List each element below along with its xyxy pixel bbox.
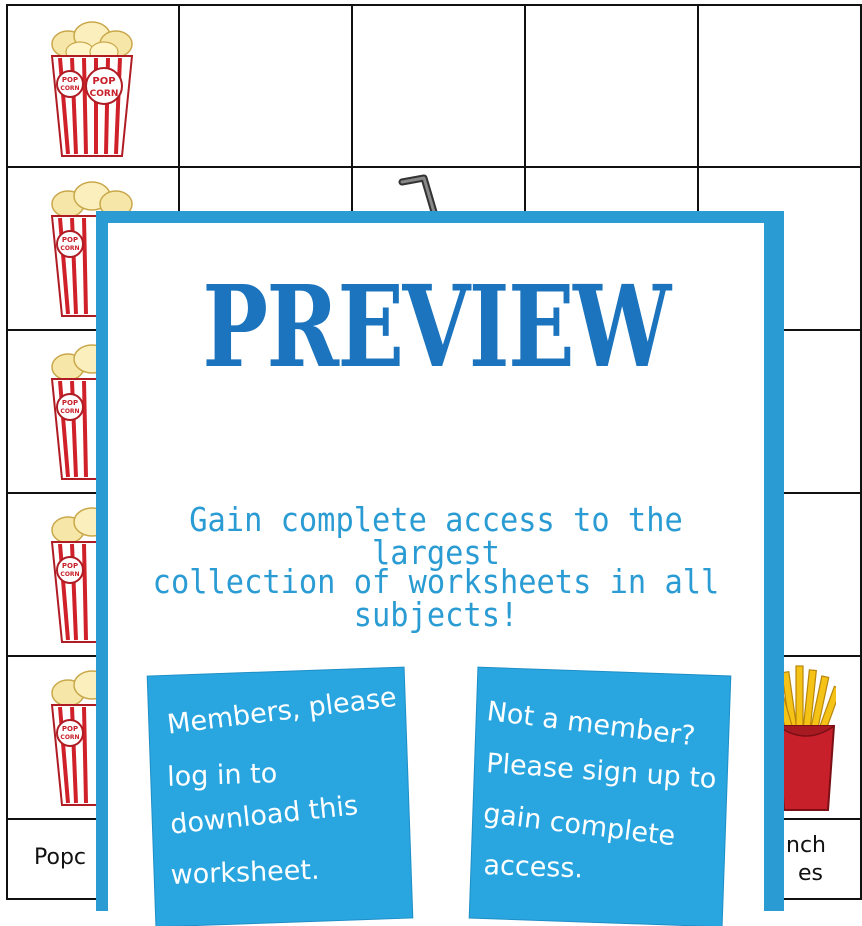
- svg-text:POP: POP: [61, 76, 79, 84]
- signup-card-line: access.: [482, 849, 584, 885]
- svg-text:CORN: CORN: [60, 408, 80, 415]
- signup-card-line: Not a member?: [485, 696, 697, 753]
- svg-text:CORN: CORN: [89, 89, 119, 99]
- soda-straw-icon: [398, 172, 444, 216]
- members-card-line: worksheet.: [170, 854, 321, 891]
- svg-text:POP: POP: [61, 562, 79, 570]
- promo-line-2: collection of worksheets in all subjects!: [152, 562, 720, 634]
- svg-text:CORN: CORN: [60, 571, 80, 578]
- members-card-line: download this: [168, 790, 360, 841]
- signup-card-line: Please sign up to: [485, 748, 718, 796]
- promo-line-1: Gain complete access to the largest: [189, 500, 683, 572]
- french-fries-icon: [776, 664, 836, 812]
- grid-cell: [180, 4, 353, 168]
- members-card-line: log in to: [166, 758, 278, 793]
- signup-card[interactable]: [470, 668, 731, 926]
- preview-title: PREVIEW: [202, 262, 670, 393]
- right-column-label-line2: es: [798, 861, 823, 886]
- svg-text:CORN: CORN: [60, 85, 80, 92]
- svg-text:POP: POP: [92, 76, 116, 87]
- svg-text:POP: POP: [61, 236, 79, 244]
- grid-cell: [526, 4, 699, 168]
- members-card-line: Members, please: [165, 681, 399, 741]
- popcorn-icon: [44, 18, 140, 158]
- svg-text:CORN: CORN: [60, 734, 80, 741]
- right-column-label-line1: nch: [786, 833, 826, 858]
- grid-cell: [353, 4, 526, 168]
- signup-card-line: gain complete: [481, 797, 677, 853]
- grid-cell: [699, 4, 862, 168]
- members-login-card[interactable]: [148, 668, 413, 926]
- left-column-label: Popc: [34, 845, 87, 870]
- svg-text:CORN: CORN: [60, 245, 80, 252]
- svg-text:POP: POP: [61, 399, 79, 407]
- svg-text:POP: POP: [61, 725, 79, 733]
